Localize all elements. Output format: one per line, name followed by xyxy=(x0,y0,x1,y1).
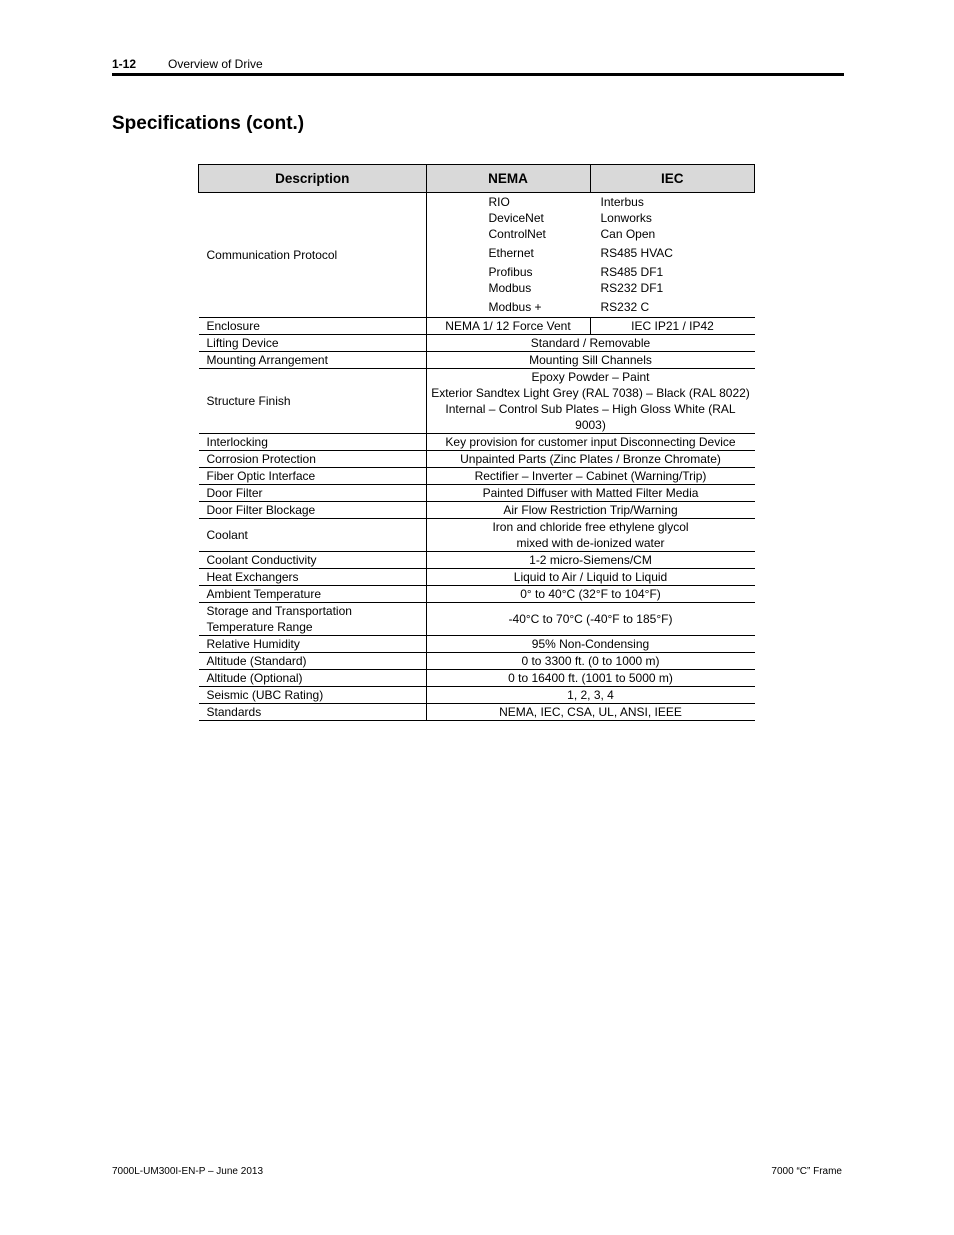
table-row xyxy=(199,636,755,653)
protocol-list-cell xyxy=(426,193,755,318)
row-label: Coolant Conductivity xyxy=(199,552,427,569)
table-row xyxy=(199,352,755,369)
row-value: 0 to 16400 ft. (1001 to 5000 m) xyxy=(426,670,755,687)
row-label: Altitude (Standard) xyxy=(199,653,427,670)
protocol-pair xyxy=(427,210,755,226)
table-row xyxy=(199,369,755,434)
nema-protocol: DeviceNet xyxy=(488,211,544,225)
iec-protocol: RS485 DF1 xyxy=(600,265,664,279)
table-row xyxy=(199,502,755,519)
row-label: Fiber Optic Interface xyxy=(199,468,427,485)
protocol-pair xyxy=(427,226,755,242)
row-value: 0° to 40°C (32°F to 104°F) xyxy=(426,586,755,603)
table-row xyxy=(199,434,755,451)
row-label: Standards xyxy=(199,704,427,721)
row-label: Corrosion Protection xyxy=(199,451,427,468)
protocol-pair xyxy=(427,299,755,315)
row-label: Altitude (Optional) xyxy=(199,670,427,687)
row-value: Mounting Sill Channels xyxy=(426,352,755,369)
row-label: Enclosure xyxy=(199,318,427,335)
protocol-pair xyxy=(427,264,755,280)
iec-protocol: RS485 HVAC xyxy=(600,246,673,260)
protocol-pair xyxy=(427,245,755,261)
column-header-iec: IEC xyxy=(590,165,755,193)
label-line: Temperature Range xyxy=(206,620,313,634)
nema-protocol: ControlNet xyxy=(488,227,546,241)
nema-value: NEMA 1/ 12 Force Vent xyxy=(426,318,590,335)
table-row xyxy=(199,318,755,335)
value-line: Exterior Sandtex Light Grey (RAL 7038) – Black (RAL 8022) xyxy=(431,386,750,400)
row-value: 1-2 micro-Siemens/CM xyxy=(426,552,755,569)
protocol-pair xyxy=(427,194,755,210)
row-label: Seismic (UBC Rating) xyxy=(199,687,427,704)
row-label: Mounting Arrangement xyxy=(199,352,427,369)
iec-value: IEC IP21 / IP42 xyxy=(590,318,755,335)
row-label: Communication Protocol xyxy=(199,193,427,318)
nema-protocol: RIO xyxy=(488,195,510,209)
row-value xyxy=(426,369,755,434)
table-row xyxy=(199,670,755,687)
row-value: Unpainted Parts (Zinc Plates / Bronze Chromate) xyxy=(426,451,755,468)
protocol-pair xyxy=(427,280,755,296)
row-label: Door Filter xyxy=(199,485,427,502)
value-line: Internal – Control Sub Plates – High Gloss White (RAL 9003) xyxy=(445,402,736,432)
table-row xyxy=(199,569,755,586)
table-row xyxy=(199,485,755,502)
header-rule xyxy=(112,73,844,76)
row-value: Key provision for customer input Disconnecting Device xyxy=(426,434,755,451)
value-line: Iron and chloride free ethylene glycol xyxy=(492,520,689,534)
row-label: Coolant xyxy=(199,519,427,552)
column-header-nema: NEMA xyxy=(426,165,590,193)
row-label: Lifting Device xyxy=(199,335,427,352)
nema-protocol: Modbus + xyxy=(488,300,542,314)
iec-protocol: Can Open xyxy=(600,227,656,241)
row-label: Ambient Temperature xyxy=(199,586,427,603)
page-number: 1-12 xyxy=(112,57,137,71)
page-title: Specifications (cont.) xyxy=(112,113,305,134)
table-row xyxy=(199,552,755,569)
row-value: 0 to 3300 ft. (0 to 1000 m) xyxy=(426,653,755,670)
label-line: Storage and Transportation xyxy=(206,604,352,618)
table-row xyxy=(199,704,755,721)
row-value: Liquid to Air / Liquid to Liquid xyxy=(426,569,755,586)
iec-protocol: RS232 C xyxy=(600,300,650,314)
iec-protocol: Interbus xyxy=(600,195,644,209)
footer-product: 7000 “C” Frame xyxy=(771,1166,842,1177)
row-value: NEMA, IEC, CSA, UL, ANSI, IEEE xyxy=(426,704,755,721)
table-row xyxy=(199,687,755,704)
table-row xyxy=(199,468,755,485)
nema-protocol: Ethernet xyxy=(488,246,534,260)
row-label: Interlocking xyxy=(199,434,427,451)
table-row xyxy=(199,603,755,636)
row-value: Air Flow Restriction Trip/Warning xyxy=(426,502,755,519)
row-label: Heat Exchangers xyxy=(199,569,427,586)
row-value: Standard / Removable xyxy=(426,335,755,352)
row-value: Rectifier – Inverter – Cabinet (Warning/Trip) xyxy=(426,468,755,485)
row-label: Door Filter Blockage xyxy=(199,502,427,519)
row-label xyxy=(199,603,427,636)
table-header-row xyxy=(199,165,755,193)
row-label: Structure Finish xyxy=(199,369,427,434)
table-row xyxy=(199,193,755,318)
value-line: mixed with de-ionized water xyxy=(516,536,665,550)
specifications-table xyxy=(198,164,755,721)
section-title: Overview of Drive xyxy=(168,57,263,71)
row-value: 95% Non-Condensing xyxy=(426,636,755,653)
row-label: Relative Humidity xyxy=(199,636,427,653)
table-row xyxy=(199,586,755,603)
nema-protocol: Profibus xyxy=(488,265,533,279)
table-row xyxy=(199,653,755,670)
table-row xyxy=(199,519,755,552)
table-row xyxy=(199,451,755,468)
nema-protocol: Modbus xyxy=(488,281,532,295)
iec-protocol: RS232 DF1 xyxy=(600,281,664,295)
footer-publication: 7000L-UM300I-EN-P – June 2013 xyxy=(112,1166,264,1177)
column-header-description: Description xyxy=(199,165,427,193)
row-value: -40°C to 70°C (-40°F to 185°F) xyxy=(426,603,755,636)
table-row xyxy=(199,335,755,352)
iec-protocol: Lonworks xyxy=(600,211,652,225)
row-value: Painted Diffuser with Matted Filter Media xyxy=(426,485,755,502)
row-value: 1, 2, 3, 4 xyxy=(426,687,755,704)
row-value xyxy=(426,519,755,552)
value-line: Epoxy Powder – Paint xyxy=(531,370,650,384)
